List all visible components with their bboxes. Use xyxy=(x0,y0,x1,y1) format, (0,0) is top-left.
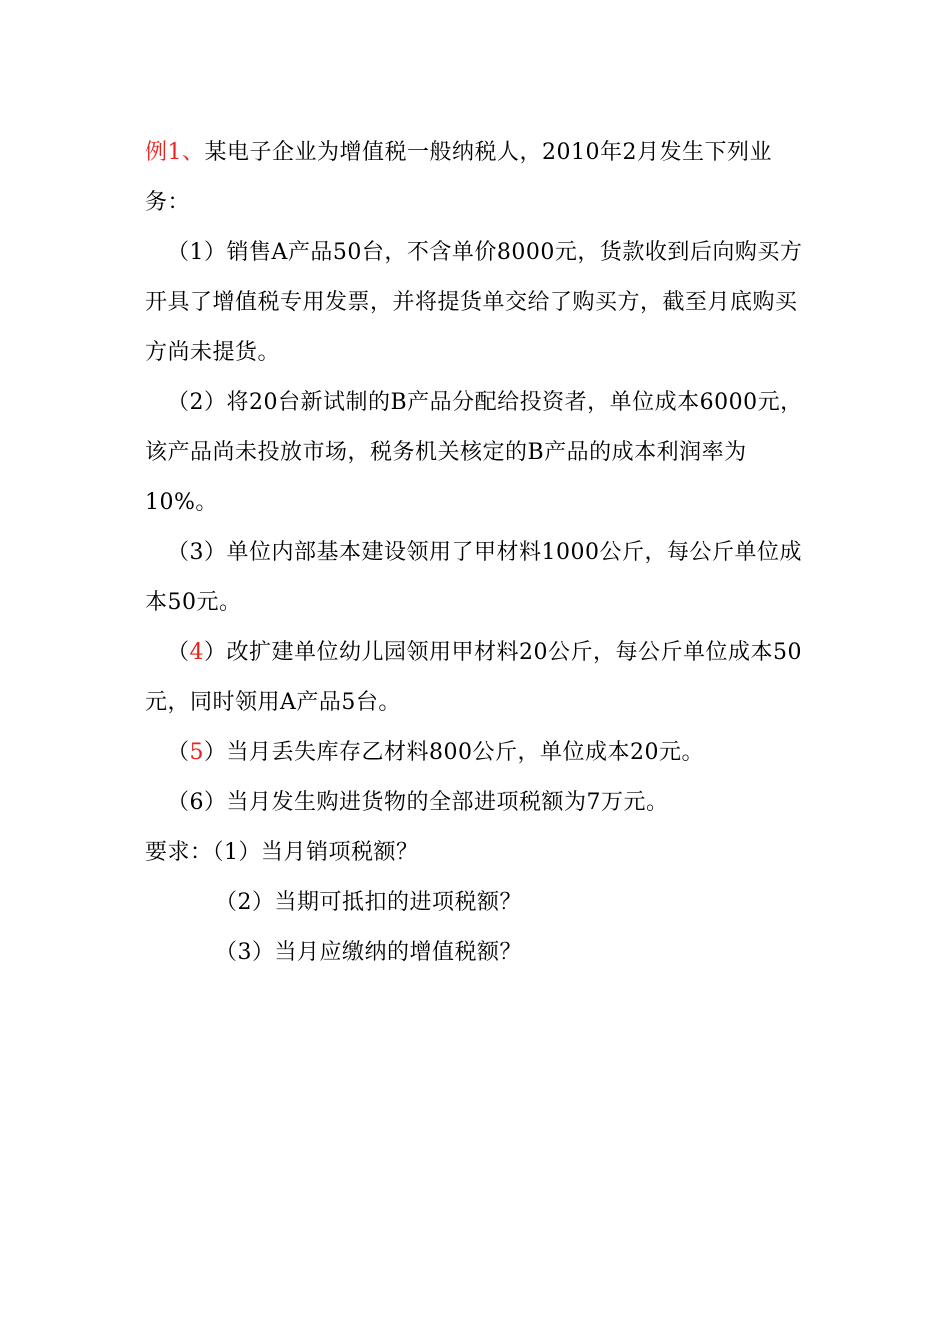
item-1-number: （1） xyxy=(167,240,227,265)
item-3-text: 单位内部基本建设领用了甲材料1000公斤，每公斤单位成本50元。 xyxy=(145,540,802,615)
item-4-number-close: ） xyxy=(204,640,227,665)
requirement-3: （3）当月应缴纳的增值税额？ xyxy=(215,940,522,965)
item-5-number-close: ） xyxy=(204,740,227,765)
item-4-number-open: （ xyxy=(167,640,190,665)
item-4-text: 改扩建单位幼儿园领用甲材料20公斤，每公斤单位成本50元，同时领用A产品5台。 xyxy=(145,640,803,715)
item-5 xyxy=(145,728,805,778)
item-1 xyxy=(145,228,805,378)
requirement-2: （2）当期可抵扣的进项税额？ xyxy=(215,890,522,915)
item-4 xyxy=(145,628,805,728)
item-2-text: 将20台新试制的B产品分配给投资者，单位成本6000元，该产品尚未投放市场，税务机关核定的B产品的成本利润率为10%。 xyxy=(145,390,803,515)
item-3-number: （3） xyxy=(167,540,227,565)
item-6-text: 当月发生购进货物的全部进项税额为7万元。 xyxy=(226,790,669,815)
example-intro xyxy=(145,128,805,228)
item-5-number-open: （ xyxy=(167,740,190,765)
document-body xyxy=(145,128,805,978)
example-label: 例1、 xyxy=(145,140,205,165)
requirement-1: （1）当月销项税额？ xyxy=(212,840,419,865)
item-5-text: 当月丢失库存乙材料800公斤，单位成本20元。 xyxy=(226,740,705,765)
item-2-number: （2） xyxy=(167,390,227,415)
item-2 xyxy=(145,378,805,528)
example-intro-text: 某电子企业为增值税一般纳税人，2010年2月发生下列业务： xyxy=(145,140,772,215)
item-5-number-digit: 5 xyxy=(189,740,205,765)
item-3 xyxy=(145,528,805,628)
requirements-first xyxy=(145,828,805,878)
item-6 xyxy=(145,778,805,828)
requirements-label: 要求： xyxy=(145,840,213,865)
item-4-number-digit: 4 xyxy=(189,640,205,665)
item-1-text: 销售A产品50台，不含单价8000元，货款收到后向购买方开具了增值税专用发票，并将提货单交给了购买方，截至月底购买方尚未提货。 xyxy=(145,240,803,365)
item-6-number: （6） xyxy=(167,790,227,815)
